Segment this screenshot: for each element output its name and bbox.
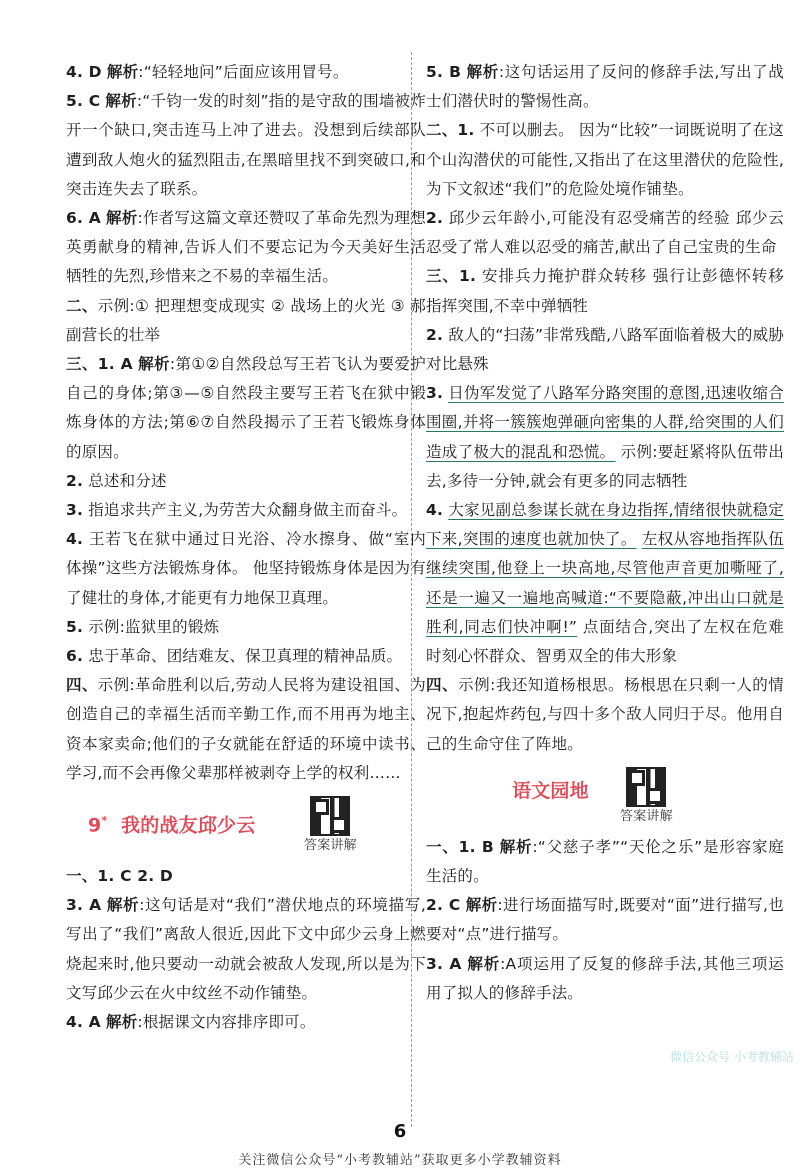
text: 5. (66, 617, 84, 636)
text: 9 (88, 814, 102, 837)
text: 4. (426, 501, 444, 520)
section-three-q4 (66, 525, 426, 613)
text: 解析 (106, 209, 138, 228)
text: :这句话是对“我们”潜伏地点的环境描写,写出了“我们”离敌人很近,因此下文中邱少云身上燃烧起来时,他只要动一动就会被敌人发现,所以是为下文写邱少云在火中纹丝不动作铺垫。 (66, 896, 426, 1002)
garden-title: 语文园地 (512, 779, 589, 802)
answer-item (426, 204, 784, 262)
answer-item (426, 379, 784, 496)
text: 2. (66, 471, 84, 490)
text: 邱少云年龄小,可能没有忍受痛苦的经验 邱少云忍受了常人难以忍受的痛苦,献出了自己宝贵的生命 (426, 209, 784, 257)
text: 4. A (66, 1013, 101, 1032)
text: 一、1. B (426, 837, 494, 856)
text: 四、 (426, 676, 459, 695)
text: 解析 (466, 63, 499, 81)
section-three-q2 (66, 467, 426, 496)
text: 二、 (66, 296, 98, 315)
text: 解析 (138, 355, 170, 374)
garden-header (426, 765, 784, 829)
text: :这句话运用了反问的修辞手法,写出了战士们潜伏时的警惕性高。 (426, 63, 784, 111)
text: :第①②自然段总写王若飞认为要爱护自己的身体;第③—⑤自然段主要写王若飞在狱中锻炼身体的方法;第⑥⑦自然段揭示了王若飞锻炼身体的原因。 (66, 355, 427, 461)
footer-note: 关注微信公众号“小考教辅站”获取更多小学教辅资料 (238, 1153, 562, 1168)
section-three (426, 262, 784, 320)
text: 日伪军发觉了八路军分路突围的意图,迅速收缩合围圈,并将一簇簇炮弹砸向密集的人群,给突围的人们造成了极大的混乱和恐慌。 (426, 384, 784, 461)
section-three-q1 (66, 350, 426, 467)
text: 二、1. (426, 121, 475, 140)
qr-code-icon[interactable] (626, 767, 666, 807)
text: 示例:革命胜利以后,劳动人民将为建设祖国、为创造自己的幸福生活而辛勤工作,而不用再为地主、资本家卖命;他们的子女就能在舒适的环境中读书、学习,而不会再像父辈那样被剥夺上学的权利…… (66, 676, 426, 782)
section-three-q6 (66, 642, 426, 671)
text: :“轻轻地问”后面应该用冒号。 (138, 63, 349, 81)
lesson9-q4 (66, 1008, 426, 1037)
qr-caption: 答案讲解 (304, 838, 357, 854)
text: :A项运用了反复的修辞手法,其他三项运用了拟人的修辞手法。 (426, 954, 784, 1002)
text: 3. A (66, 896, 102, 915)
text: :进行场面描写时,既要对“面”进行描写,也要对“点”进行描写。 (426, 896, 784, 944)
text: 解析 (499, 837, 533, 856)
text: 三、 (66, 355, 98, 374)
text: 解析 (106, 896, 140, 915)
text: 指追求共产主义,为劳苦大众翻身做主而奋斗。 (88, 501, 408, 520)
page-number: 6 (393, 1121, 407, 1142)
text: 2. (426, 325, 444, 344)
text: 四、 (66, 676, 98, 695)
text: 一、1. C 2. D (66, 867, 173, 886)
answer-item (66, 58, 426, 87)
garden-q1 (426, 833, 784, 891)
text: 6. (66, 647, 84, 666)
answer-item (426, 321, 784, 379)
answer-item (66, 204, 426, 292)
text: 不可以删去。 因为“比较”一词既说明了在这个山沟潜伏的可能性,又指出了在这里潜伏的危险性,为下文叙述“我们”的危险处境作铺垫。 (426, 121, 784, 198)
text: 3. (66, 501, 84, 520)
text: :作者写这篇文章还赞叹了革命先烈为理想英勇献身的精神,告诉人们不要忘记为今天美好生活牺牲的先烈,珍惜来之不易的幸福生活。 (66, 209, 426, 286)
right-column (426, 58, 784, 1008)
lesson-title (88, 806, 255, 841)
text: 点面结合,突出了左权在危难时刻心怀群众、智勇双全的伟大形象 (426, 617, 785, 666)
text: 3. A (426, 954, 462, 973)
answer-item (426, 58, 784, 116)
text: 4. (66, 530, 84, 549)
text: :“父慈子孝”“天伦之乐”是形容家庭生活的。 (426, 837, 784, 886)
lesson9-q3 (66, 891, 426, 1008)
section-four (66, 671, 426, 788)
text: 1. A (97, 355, 133, 374)
text: 示例:监狱里的锻炼 (88, 617, 220, 636)
text: 2. (426, 209, 444, 228)
text: 3. (426, 384, 444, 403)
text: :根据课文内容排序即可。 (137, 1013, 316, 1032)
text: 解析 (106, 63, 139, 81)
text: 解析 (465, 896, 498, 915)
text: 我的战友邱少云 (121, 814, 256, 837)
text: 左权从容地指挥队伍继续突围,他登上一块高地,尽管他声音更加嘶哑了,还是一遍又一遍地高喊道:“不要隐蔽,冲出山口就是胜利,同志们快冲啊!” (426, 530, 784, 636)
left-column (66, 58, 426, 1037)
answer-item (66, 87, 426, 204)
text: 解析 (105, 92, 137, 111)
text: 6. A (66, 209, 101, 228)
text: 解析 (106, 1013, 138, 1032)
text: 2. C (426, 896, 461, 915)
text: 王若飞在狱中通过日光浴、冷水擦身、做“室内体操”这些方法锻炼身体。 他坚持锻炼身体是因为有了健壮的身体,才能更有力地保卫真理。 (66, 530, 426, 607)
qr-caption: 答案讲解 (620, 808, 673, 824)
garden-q3 (426, 950, 784, 1008)
qr-code-icon[interactable] (310, 796, 350, 836)
text: 5. C (66, 92, 101, 111)
text: 大家见副总参谋长就在身边指挥,情绪很快就稳定下来,突围的速度也就加快了。 (426, 501, 784, 549)
text: * (101, 814, 108, 828)
text: 敌人的“扫荡”非常残酷,八路军面临着极大的威胁 对比悬殊 (426, 325, 784, 374)
text: 5. B (426, 63, 462, 81)
text: 忠于革命、团结难友、保卫真理的精神品质。 (88, 647, 403, 666)
section-two (426, 116, 784, 204)
section-three-q5 (66, 613, 426, 642)
section-two (66, 292, 426, 350)
text: 示例:要赶紧将队伍带出去,多待一分钟,就会有更多的同志牺牲 (426, 442, 784, 490)
text: 三、1. (426, 267, 477, 286)
lesson9-section-one (66, 862, 426, 891)
text: 解析 (467, 954, 501, 973)
answer-item (426, 496, 784, 671)
text: 示例:① 把理想变成现实 ② 战场上的火光 ③ 郝副营长的壮举 (66, 296, 426, 344)
text: 总述和分述 (88, 471, 167, 490)
text: 安排兵力掩护群众转移 强行让彭德怀转移 指挥突围,不幸中弹牺牲 (426, 267, 784, 315)
section-four (426, 671, 784, 759)
watermark: 微信公众号 小考教辅站 (670, 1050, 794, 1064)
text: 4. D (66, 63, 102, 81)
section-three-q3 (66, 496, 426, 525)
text: 示例:我还知道杨根思。杨根思在只剩一人的情况下,抱起炸药包,与四十多个敌人同归于尽。他用自己的生命守住了阵地。 (426, 676, 784, 753)
text: :“千钧一发的时刻”指的是守敌的围墙被炸开一个缺口,突击连马上冲了进去。没想到后续部队遭到敌人炮火的猛烈阻击,在黑暗里找不到突破口,和突击连失去了联系。 (66, 92, 426, 198)
lesson-header (66, 794, 426, 858)
garden-q2 (426, 891, 784, 949)
